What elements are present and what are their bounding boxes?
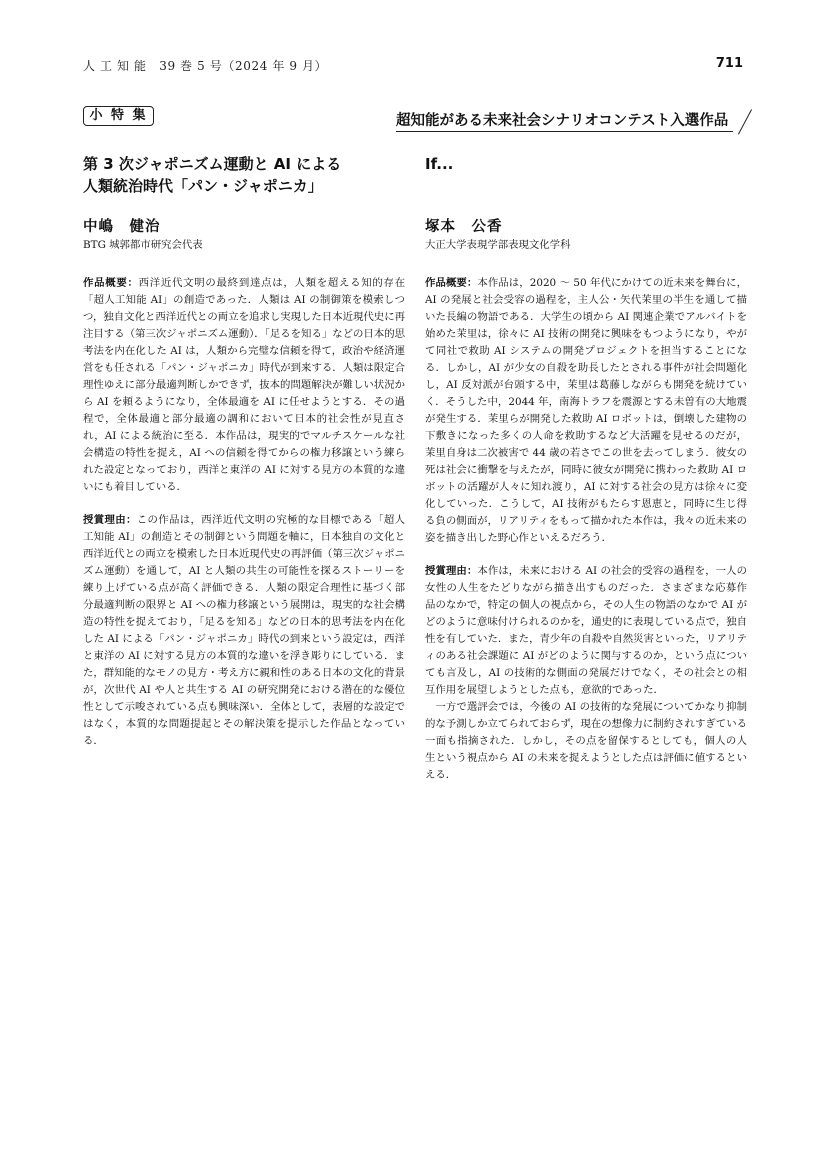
right-article-title: If... xyxy=(425,155,454,173)
section-badge: 小 特 集 xyxy=(83,106,154,126)
summary-label: 作品概要： xyxy=(83,277,139,289)
left-article-title: 第 3 次ジャポニズム運動と AI による 人類統治時代「パン・ジャポニカ」 xyxy=(83,155,342,195)
right-article-author: 塚本 公香 xyxy=(425,219,503,235)
reason-label: 授賞理由： xyxy=(83,514,137,526)
reason-text: この作品は，西洋近代文明の究極的な目標である「超人工知能 AI」の創造とその制御という問題を軸に，日本独自の文化と西洋近代との両立を模索した日本近現代史の再評価（第三次ジャポニズム運動）を通して，AI と人類の共生の可能性を探るストーリーを練り上げている点が高く評価できる．人類の限定合理性に基づく部分最適判断の限界と AI への権力移譲という展開は，現実的な社会構造の特性を捉えており，「足るを知る」などの日本的思考法を内在化した AI による「パン・ジャポニカ」時代の到来という設定は，西洋と東洋の AI に対する見方の本質的な違いを浮き彫りにしている．また，群知能的なモノの見方・考え方に親和性のある日本の文化的背景が，次世代 AI や人と共生する AI の研究開発における潜在的な優位性として示唆されている点も興味深い．全体として，表層的な設定ではなく，本質的な問題提起とその解決策を提示した作品となっている． xyxy=(83,514,406,747)
banner-underline xyxy=(396,131,733,132)
left-article-summary xyxy=(83,275,405,496)
contest-banner: 超知能がある未来社会シナリオコンテスト入選作品 xyxy=(396,113,729,129)
left-article xyxy=(83,153,405,750)
right-article-summary xyxy=(425,275,747,547)
right-article-affiliation: 大正大学表現学部表現文化学科 xyxy=(425,239,571,251)
left-article-author: 中嶋 健治 xyxy=(83,219,161,235)
right-article-reason xyxy=(425,563,747,699)
summary-label: 作品概要： xyxy=(425,277,478,289)
banner-slash xyxy=(738,109,752,134)
right-article xyxy=(425,153,747,784)
right-article-reason-continued: 一方で選評会では，今後の AI の技術的な発展についてかなり抑制的な予測しか立てられておらず，現在の想像力に制約されすぎている一面も指摘された．しかし，その点を留保するとしても，個人の人生という視点から AI の未来を捉えようとした点は評価に値するといえる． xyxy=(425,701,747,781)
page-number: 711 xyxy=(715,56,743,71)
left-article-affiliation: BTG 城郭都市研究会代表 xyxy=(83,239,203,251)
journal-header: 人 工 知 能 39 巻 5 号（2024 年 9 月） xyxy=(83,59,328,73)
reason-label: 授賞理由： xyxy=(425,565,478,577)
left-article-reason xyxy=(83,512,405,750)
reason-text: 本作は，未来における AI の社会的受容の過程を，一人の女性の人生をたどりながら描き出すものだった．さまざまな応募作品のなかで，特定の個人の視点から，その人生の物語のなかで AI がどのように意味付けられるのかを，通史的に表現している点で，独自性を有していた．また，青少年の自殺や自然災害といった，リアリティのある社会課題に AI がどのように関与するのか，という点についても言及し，AI の技術的な側面の発展だけでなく，その社会との相互作用を展望しようとした点も，意欲的であった． xyxy=(425,565,748,696)
summary-text: 本作品は，2020 ～ 50 年代にかけての近未来を舞台に，AI の発展と社会受容の過程を，主人公・矢代茉里の半生を通して描いた長編の物語である．大学生の頃から AI 関連企業でアルバイトを始めた茉里は，徐々に AI 技術の開発に興味をもつようになり，やがて同社で救助 AI システムの開発プロジェクトを担当することになる．しかし，AI が少女の自殺を助長したとされる事件が社会問題化し，AI 反対派が台頭する中，茉里は葛藤しながらも開発を続けていく．そうした中，2044 年，南海トラフを震源とする未曽有の大地震が発生する．茉里らが開発した救助 AI ロボットは，倒壊した建物の下敷きになった多くの人命を救助するなど大活躍を見せるのだが，茉里自身は二次被害で 44 歳の若さでこの世を去ってしまう．彼女の死は社会に衝撃を与えたが，同時に彼女が開発に携わった救助 AI ロボットの活躍が人々に知れ渡り，AI に対する社会の見方は徐々に変化していった．こうして，AI 技術がもたらす恩恵と，同時に生じ得る負の側面が，リアリティをもって描かれた本作は，我々の近未来の姿を描き出した野心作といえるだろう． xyxy=(425,277,747,544)
summary-text: 西洋近代文明の最終到達点は，人類を超える知的存在「超人工知能 AI」の創造であった．人類は AI の制御策を模索しつつ，独自文化と西洋近代との両立を追求し実現した日本近現代史に再注目する（第三次ジャポニズム運動）．「足るを知る」などの日本的思考法を内在化した AI は，人類から完璧な信頼を得て，政治や経済運営をも任される「パン・ジャポニカ」時代が到来する．人類は限定合理性ゆえに部分最適判断しかできず，抜本的問題解決が難しい状況から AI を頼るようになり，全体最適を AI に任せようとする．その過程で，全体最適と部分最適の調和において日本的社会性が見直され，AI による統治に至る．本作品は，現実的でマルチスケールな社会構造の特性を捉え，AI への信頼を得てからの権力移譲という練られた設定となっており，西洋と東洋の AI に対する見方の本質的な違いにも着目している． xyxy=(83,277,406,493)
